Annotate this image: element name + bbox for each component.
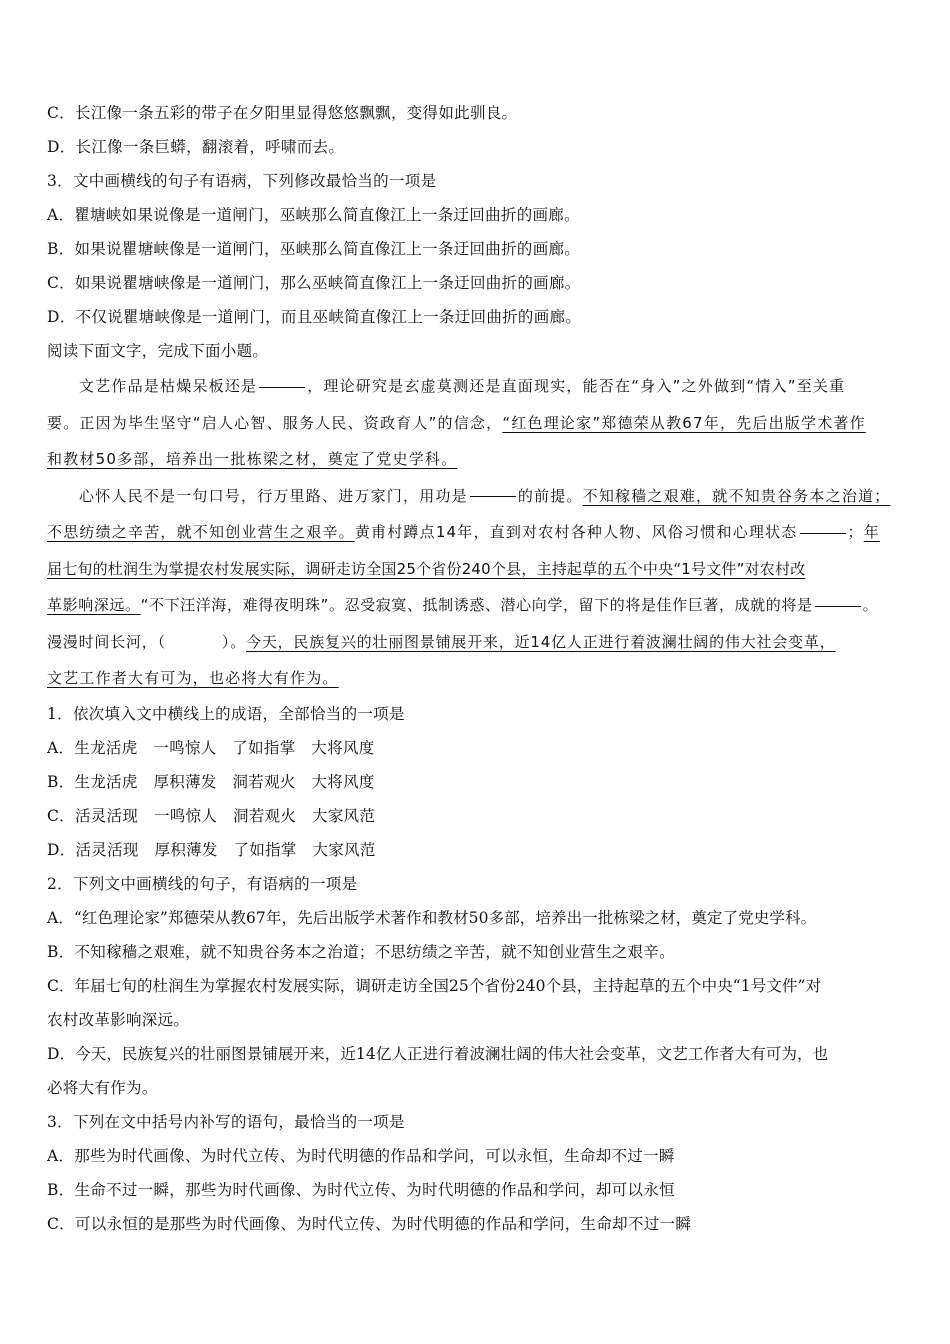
option-c: C．如果说瞿塘峡像是一道闸门，那么巫峡简直像江上一条迂回曲折的画廊。: [47, 274, 581, 292]
question-1: [47, 697, 909, 867]
option-a: A．“红色理论家”郑德荣从教67年，先后出版学术著作和教材50多部，培养出一批栋梁之材，奠定了党史学科。: [47, 908, 817, 927]
passage-line: 不思纺绩之辛苦，就不知创业营生之艰辛。黄甫村蹲点14年，直到对农村各种人物、风俗习惯和心理状态 ；年: [47, 523, 880, 541]
passage-line: 心怀人民不是一句口号，行万里路、进万家门，用功是 的前提。不知稼穑之艰难，就不知贵谷务本之治道；: [79, 486, 891, 505]
fill-blank: [800, 532, 846, 534]
underlined-sentence: “红色理论家”郑德荣从教67年，先后出版学术著作: [502, 413, 866, 432]
reading-passage: [47, 368, 909, 697]
fill-blank: [259, 386, 305, 388]
question-3-previous: [47, 164, 909, 334]
option-a: A．那些为时代画像、为时代立传、为时代明德的作品和学问，可以永恒，生命却不过一瞬: [47, 1146, 675, 1165]
underlined-sentence: 届七旬的杜润生为掌提农村发展实际，调研走访全国25个省份240个县，主持起草的五个中央“1号文件”对农村改: [47, 559, 806, 578]
option-b: B．不知稼穑之艰难，就不知贵谷务本之治道；不思纺绩之辛苦，就不知创业营生之艰辛。: [47, 942, 675, 961]
fill-blank: [815, 605, 861, 607]
passage-line: 文艺作品是枯燥呆板还是 ，理论研究是玄虚莫测还是直面现实，能否在“身入”之外做到“情入”至关重: [79, 377, 846, 395]
option-c: C．年届七旬的杜润生为掌握农村发展实际，调研走访全国25个省份240个县，主持起草的五个中央“1号文件”对: [47, 976, 822, 995]
reading-intro: 阅读下面文字，完成下面小题。: [47, 342, 269, 360]
option-a: A．瞿塘峡如果说像是一道闸门，巫峡那么简直像江上一条迂回曲折的画廊。: [47, 206, 580, 224]
option-c-continued: 农村改革影响深远。: [47, 1010, 190, 1029]
question-stem: 1．依次填入文中横线上的成语，全部恰当的一项是: [47, 704, 405, 723]
option-a: A．生龙活虎 一鸣惊人 了如指掌 大将风度: [47, 738, 375, 757]
question-2: [47, 867, 909, 1105]
underlined-sentence: 不思纺绩之辛苦，就不知创业营生之艰辛。: [47, 523, 355, 541]
option-d: D．活灵活现 厚积薄发 了如指掌 大家风范: [47, 840, 376, 859]
option-b: B．生命不过一瞬，那些为时代画像、为时代立传、为时代明德的作品和学问，却可以永恒: [47, 1180, 675, 1199]
question-3: [47, 1105, 909, 1241]
option-d-continued: 必将大有作为。: [47, 1078, 158, 1097]
passage-line: 革影响深远。“不下汪洋海，难得夜明珠”。忍受寂寞、抵制诱惑、潜心向学，留下的将是佳作巨著，成就的将是 。: [47, 596, 879, 614]
option-b: B．如果说瞿塘峡像是一道闸门，巫峡那么简直像江上一条迂回曲折的画廊。: [47, 240, 581, 258]
underlined-sentence: 和教材50多部，培养出一批栋梁之材，奠定了党史学科。: [47, 450, 458, 468]
passage-line: [47, 551, 909, 588]
option-c: C．长江像一条五彩的带子在夕阳里显得悠悠飘飘，变得如此驯良。: [47, 104, 518, 122]
underlined-sentence: 文艺工作者大有可为，也必将大有作为。: [47, 669, 339, 687]
option-c: C．可以永恒的是那些为时代画像、为时代立传、为时代明德的作品和学问，生命却不过一瞬: [47, 1214, 692, 1233]
question-stem: 3．下列在文中括号内补写的语句，最恰当的一项是: [47, 1112, 405, 1131]
underlined-sentence: 革影响深远。: [47, 596, 141, 614]
underlined-sentence: 不知稼穑之艰难，就不知贵谷务本之治道；: [582, 486, 891, 505]
option-d: D．长江像一条巨蟒，翻滚着，呼啸而去。: [47, 138, 345, 156]
passage-line: [47, 660, 909, 697]
document-page: [47, 96, 909, 1241]
question-stem: 2．下列文中画横线的句子，有语病的一项是: [47, 874, 358, 893]
passage-line: 要。正因为毕生坚守“启人心智、服务人民、资政育人”的信念，“红色理论家”郑德荣从教67年，先后出版学术著作: [47, 413, 866, 432]
underlined-sentence: 今天，民族复兴的壮丽图景铺展开来，近14亿人正进行着波澜壮阔的伟大社会变革，: [246, 632, 836, 651]
option-b: B．生龙活虎 厚积薄发 洞若观火 大将风度: [47, 772, 375, 791]
option-c: C．活灵活现 一鸣惊人 洞若观火 大家风范: [47, 806, 376, 825]
question-stem: 3．文中画横线的句子有语病，下列修改最恰当的一项是: [47, 172, 437, 190]
option-d: D．今天，民族复兴的壮丽图景铺展开来，近14亿人正进行着波澜壮阔的伟大社会变革，文艺工作者大有可为，也: [47, 1044, 829, 1063]
passage-line: 漫漫时间长河，（ ）。今天，民族复兴的壮丽图景铺展开来，近14亿人正进行着波澜壮阔的伟大社会变革，: [47, 632, 836, 651]
passage-line: [47, 441, 909, 478]
option-d: D．不仅说瞿塘峡像是一道闸门，而且巫峡简直像江上一条迂回曲折的画廊。: [47, 308, 582, 326]
fill-blank: [470, 495, 516, 497]
underlined-sentence: 年: [863, 523, 880, 541]
previous-options: [47, 96, 909, 164]
